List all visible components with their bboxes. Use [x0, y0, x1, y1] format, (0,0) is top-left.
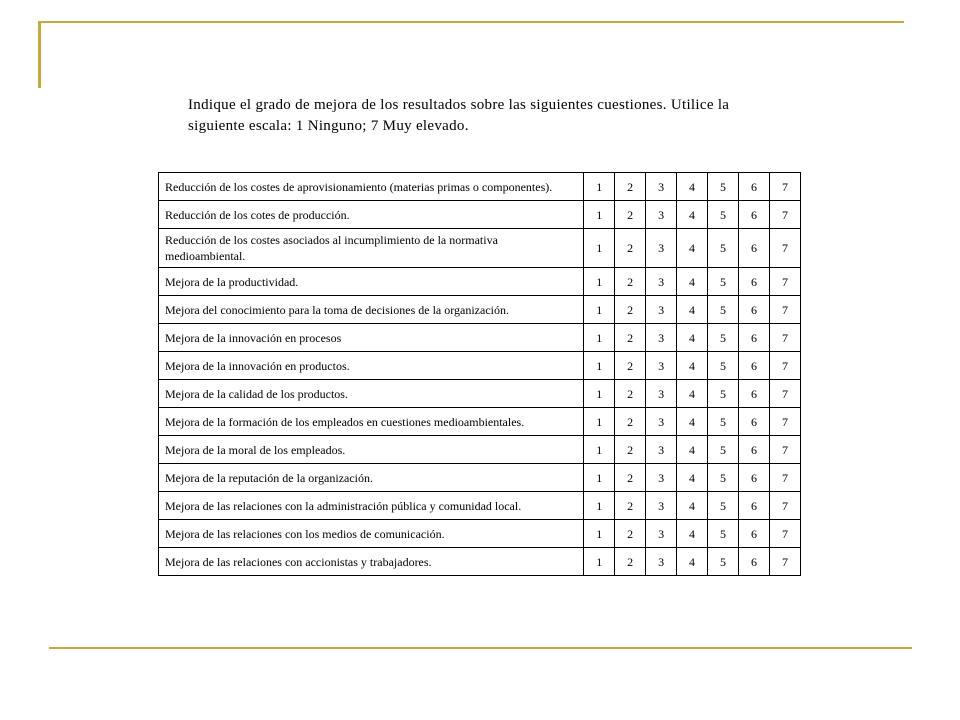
item-label: Mejora de las relaciones con accionistas y trabajadores.: [159, 548, 584, 576]
scale-option-7[interactable]: 7: [769, 408, 800, 436]
scale-option-2[interactable]: 2: [615, 380, 646, 408]
scale-option-6[interactable]: 6: [738, 352, 769, 380]
table-row: [159, 548, 801, 576]
scale-option-5[interactable]: 5: [708, 229, 739, 268]
scale-option-1[interactable]: 1: [584, 380, 615, 408]
item-label: Mejora de la innovación en productos.: [159, 352, 584, 380]
scale-option-4[interactable]: 4: [677, 268, 708, 296]
table-row: [159, 520, 801, 548]
top-vertical-rule: [38, 21, 41, 88]
item-label: Mejora de la moral de los empleados.: [159, 436, 584, 464]
scale-option-4[interactable]: 4: [677, 229, 708, 268]
scale-option-2[interactable]: 2: [615, 408, 646, 436]
scale-option-4[interactable]: 4: [677, 548, 708, 576]
bottom-horizontal-rule: [49, 647, 912, 649]
scale-option-6[interactable]: 6: [738, 201, 769, 229]
scale-option-7[interactable]: 7: [769, 296, 800, 324]
scale-option-1[interactable]: 1: [584, 464, 615, 492]
scale-option-1[interactable]: 1: [584, 201, 615, 229]
scale-option-7[interactable]: 7: [769, 520, 800, 548]
table-row: [159, 173, 801, 201]
item-label: Mejora de la reputación de la organización.: [159, 464, 584, 492]
scale-option-1[interactable]: 1: [584, 268, 615, 296]
scale-option-5[interactable]: 5: [708, 296, 739, 324]
scale-option-3[interactable]: 3: [646, 268, 677, 296]
scale-option-5[interactable]: 5: [708, 324, 739, 352]
scale-option-5[interactable]: 5: [708, 380, 739, 408]
scale-option-2[interactable]: 2: [615, 173, 646, 201]
item-label: Mejora de las relaciones con la administración pública y comunidad local.: [159, 492, 584, 520]
scale-option-1[interactable]: 1: [584, 548, 615, 576]
top-horizontal-rule: [40, 21, 904, 23]
scale-option-5[interactable]: 5: [708, 520, 739, 548]
item-label: Mejora del conocimiento para la toma de decisiones de la organización.: [159, 296, 584, 324]
item-label: Mejora de la innovación en procesos: [159, 324, 584, 352]
scale-option-2[interactable]: 2: [615, 464, 646, 492]
scale-option-4[interactable]: 4: [677, 352, 708, 380]
table-row: [159, 408, 801, 436]
question-prompt: Indique el grado de mejora de los resultados sobre las siguientes cuestiones. Utilice la siguiente escala: 1 Ninguno; 7 Muy elevado.: [188, 97, 730, 134]
scale-option-2[interactable]: 2: [615, 352, 646, 380]
scale-option-7[interactable]: 7: [769, 548, 800, 576]
scale-option-1[interactable]: 1: [584, 296, 615, 324]
scale-option-2[interactable]: 2: [615, 268, 646, 296]
scale-option-2[interactable]: 2: [615, 229, 646, 268]
scale-option-2[interactable]: 2: [615, 324, 646, 352]
scale-option-6[interactable]: 6: [738, 548, 769, 576]
item-label: Mejora de la calidad de los productos.: [159, 380, 584, 408]
scale-option-7[interactable]: 7: [769, 492, 800, 520]
scale-option-4[interactable]: 4: [677, 408, 708, 436]
scale-option-7[interactable]: 7: [769, 173, 800, 201]
item-label: Reducción de los cotes de producción.: [159, 201, 584, 229]
scale-option-5[interactable]: 5: [708, 408, 739, 436]
scale-option-2[interactable]: 2: [615, 201, 646, 229]
scale-option-4[interactable]: 4: [677, 380, 708, 408]
scale-option-5[interactable]: 5: [708, 548, 739, 576]
scale-option-6[interactable]: 6: [738, 324, 769, 352]
scale-option-7[interactable]: 7: [769, 324, 800, 352]
scale-option-7[interactable]: 7: [769, 229, 800, 268]
scale-option-4[interactable]: 4: [677, 436, 708, 464]
scale-option-3[interactable]: 3: [646, 201, 677, 229]
table-row: [159, 268, 801, 296]
scale-option-3[interactable]: 3: [646, 173, 677, 201]
scale-option-2[interactable]: 2: [615, 296, 646, 324]
scale-option-6[interactable]: 6: [738, 173, 769, 201]
scale-option-6[interactable]: 6: [738, 492, 769, 520]
scale-option-7[interactable]: 7: [769, 201, 800, 229]
scale-option-3[interactable]: 3: [646, 492, 677, 520]
table-row: [159, 380, 801, 408]
rating-table-body: [159, 173, 801, 576]
rating-table: [158, 172, 801, 576]
item-label: Mejora de las relaciones con los medios de comunicación.: [159, 520, 584, 548]
scale-option-6[interactable]: 6: [738, 464, 769, 492]
scale-option-3[interactable]: 3: [646, 436, 677, 464]
scale-option-3[interactable]: 3: [646, 464, 677, 492]
scale-option-3[interactable]: 3: [646, 520, 677, 548]
scale-option-7[interactable]: 7: [769, 380, 800, 408]
scale-option-5[interactable]: 5: [708, 268, 739, 296]
scale-option-4[interactable]: 4: [677, 324, 708, 352]
scale-option-7[interactable]: 7: [769, 352, 800, 380]
scale-option-5[interactable]: 5: [708, 464, 739, 492]
scale-option-6[interactable]: 6: [738, 229, 769, 268]
item-label: Reducción de los costes de aprovisionamiento (materias primas o componentes).: [159, 173, 584, 201]
scale-option-1[interactable]: 1: [584, 324, 615, 352]
scale-option-6[interactable]: 6: [738, 436, 769, 464]
item-label: Reducción de los costes asociados al incumplimiento de la normativa medioambiental.: [159, 229, 584, 268]
scale-option-4[interactable]: 4: [677, 492, 708, 520]
table-row: [159, 492, 801, 520]
scale-option-3[interactable]: 3: [646, 380, 677, 408]
scale-option-4[interactable]: 4: [677, 520, 708, 548]
scale-option-4[interactable]: 4: [677, 464, 708, 492]
scale-option-2[interactable]: 2: [615, 492, 646, 520]
scale-option-3[interactable]: 3: [646, 324, 677, 352]
scale-option-6[interactable]: 6: [738, 408, 769, 436]
scale-option-3[interactable]: 3: [646, 296, 677, 324]
scale-option-3[interactable]: 3: [646, 548, 677, 576]
scale-option-1[interactable]: 1: [584, 520, 615, 548]
scale-option-4[interactable]: 4: [677, 173, 708, 201]
scale-option-1[interactable]: 1: [584, 173, 615, 201]
table-row: [159, 352, 801, 380]
scale-option-5[interactable]: 5: [708, 352, 739, 380]
scale-option-3[interactable]: 3: [646, 408, 677, 436]
scale-option-6[interactable]: 6: [738, 268, 769, 296]
scale-option-2[interactable]: 2: [615, 520, 646, 548]
scale-option-3[interactable]: 3: [646, 229, 677, 268]
table-row: [159, 201, 801, 229]
scale-option-1[interactable]: 1: [584, 492, 615, 520]
table-row: [159, 296, 801, 324]
scale-option-1[interactable]: 1: [584, 408, 615, 436]
scale-option-1[interactable]: 1: [584, 229, 615, 268]
scale-option-5[interactable]: 5: [708, 436, 739, 464]
scale-option-5[interactable]: 5: [708, 201, 739, 229]
scale-option-3[interactable]: 3: [646, 352, 677, 380]
scale-option-1[interactable]: 1: [584, 436, 615, 464]
scale-option-1[interactable]: 1: [584, 352, 615, 380]
scale-option-6[interactable]: 6: [738, 380, 769, 408]
item-label: Mejora de la formación de los empleados en cuestiones medioambientales.: [159, 408, 584, 436]
scale-option-7[interactable]: 7: [769, 464, 800, 492]
scale-option-6[interactable]: 6: [738, 520, 769, 548]
table-row: [159, 324, 801, 352]
item-label: Mejora de la productividad.: [159, 268, 584, 296]
scale-option-4[interactable]: 4: [677, 296, 708, 324]
scale-option-7[interactable]: 7: [769, 268, 800, 296]
table-row: [159, 229, 801, 268]
scale-option-6[interactable]: 6: [738, 296, 769, 324]
scale-option-4[interactable]: 4: [677, 201, 708, 229]
scale-option-2[interactable]: 2: [615, 436, 646, 464]
table-row: [159, 436, 801, 464]
scale-option-2[interactable]: 2: [615, 548, 646, 576]
scale-option-5[interactable]: 5: [708, 492, 739, 520]
table-row: [159, 464, 801, 492]
scale-option-7[interactable]: 7: [769, 436, 800, 464]
scale-option-5[interactable]: 5: [708, 173, 739, 201]
